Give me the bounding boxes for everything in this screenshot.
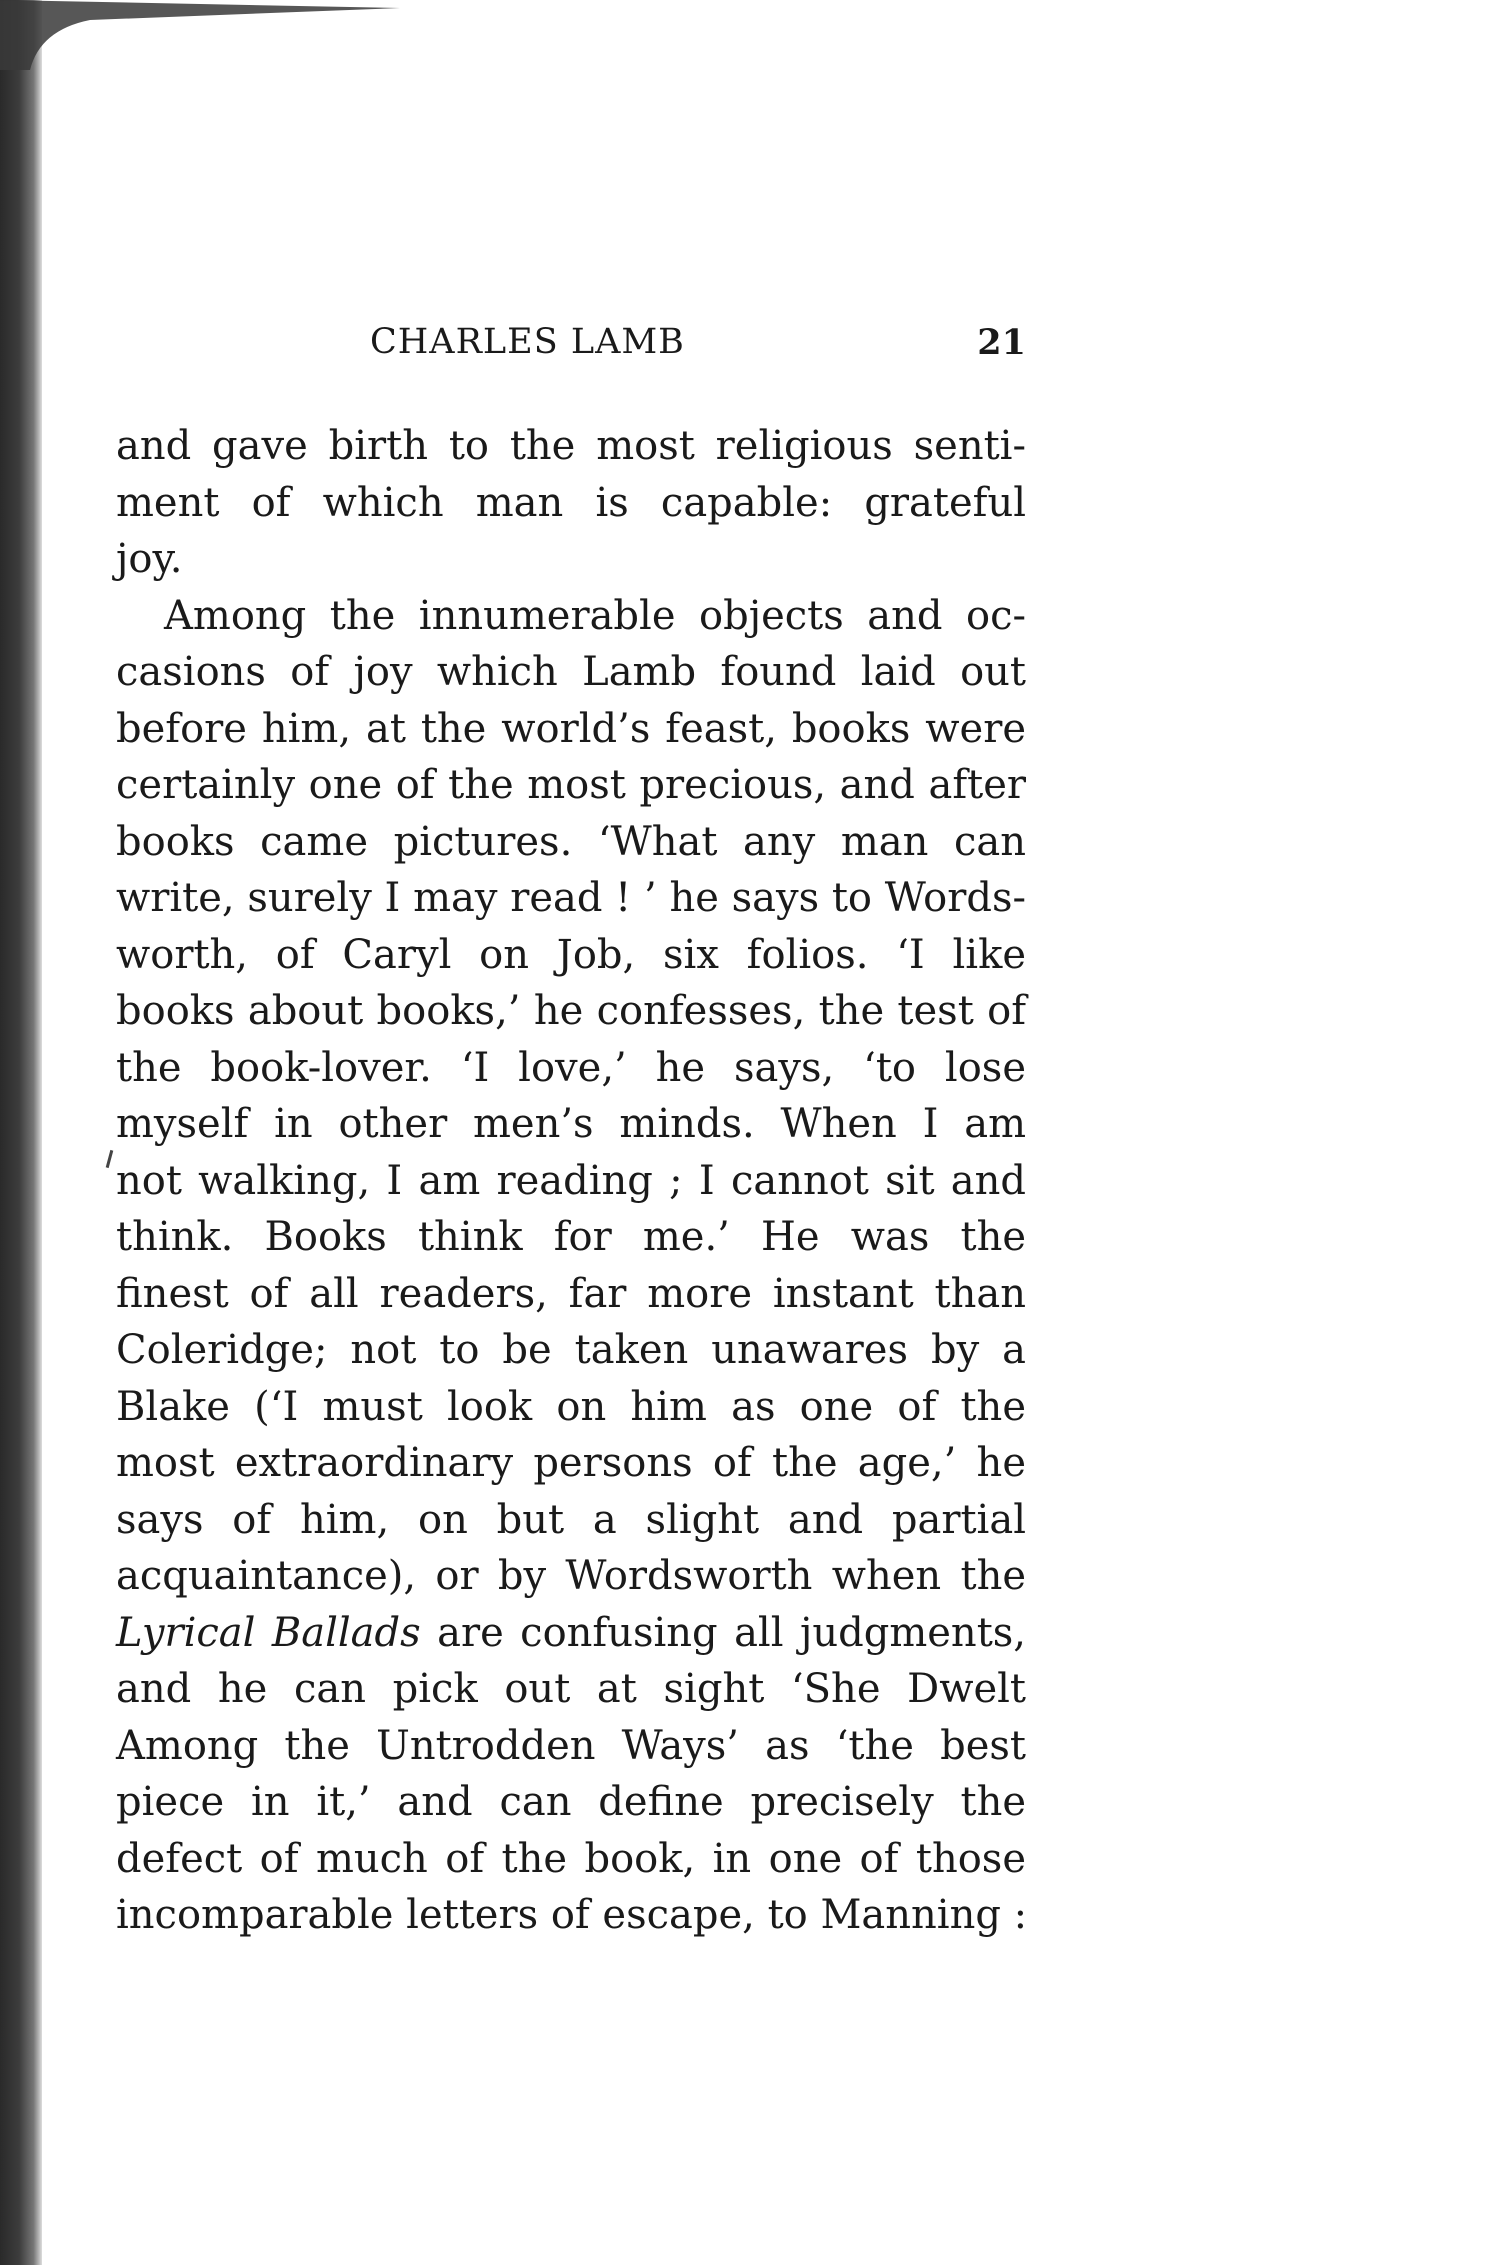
text-line: piece in it,’ and can define precisely the [116, 1779, 1026, 1825]
text-line: Blake (‘I must look on him as one of the [116, 1383, 1026, 1430]
text-line: most extraordinary persons of the age,’ he [116, 1440, 1026, 1486]
text-line: certainly one of the most precious, and after [116, 762, 1026, 808]
text-line: incomparable letters of escape, to Manning : [116, 1892, 1028, 1938]
text-line: and he can pick out at sight ‘She Dwelt [116, 1666, 1026, 1712]
text-line: says of him, on but a slight and partial [116, 1496, 1026, 1543]
text-line: worth, of Caryl on Job, six folios. ‘I like [116, 931, 1026, 978]
text-line [116, 1605, 1026, 1662]
text-line: think. Books think for me.’ He was the [116, 1214, 1026, 1260]
italic-title: Lyrical Ballads [116, 1609, 421, 1656]
corner-smudge-decoration [0, 0, 400, 70]
text-line: ment of which man is capable: grateful [116, 479, 1026, 526]
text-line: write, surely I may read ! ’ he says to Words- [116, 875, 1026, 921]
book-spine-shadow [0, 0, 42, 2265]
text-line-rest: are confusing all judgments, [437, 1609, 1027, 1656]
running-title: CHARLES LAMB [370, 322, 685, 362]
text-line: Among the Untrodden Ways’ as ‘the best [116, 1722, 1026, 1769]
text-line: before him, at the world’s feast, books were [116, 705, 1026, 752]
text-line: books came pictures. ‘What any man can [116, 818, 1026, 865]
text-line: not walking, I am reading ; I cannot sit and [116, 1157, 1026, 1204]
text-line: defect of much of the book, in one of those [116, 1835, 1026, 1882]
running-head [370, 322, 1026, 372]
text-line: Among the innumerable objects and oc- [164, 592, 1026, 639]
text-line: books about books,’ he confesses, the test of [116, 988, 1026, 1034]
text-line: joy. [116, 536, 183, 582]
text-line: myself in other men’s minds. When I am [116, 1101, 1026, 1147]
text-line: the book-lover. ‘I love,’ he says, ‘to lose [116, 1044, 1026, 1091]
text-line: and gave birth to the most religious senti- [116, 423, 1026, 469]
page-number: 21 [977, 322, 1026, 363]
body-text [116, 418, 1026, 1944]
text-line: finest of all readers, far more instant than [116, 1270, 1026, 1317]
text-line: Coleridge; not to be taken unawares by a [116, 1327, 1026, 1373]
text-line: acquaintance), or by Wordsworth when the [116, 1553, 1026, 1599]
ink-mark [106, 1150, 114, 1168]
text-line: casions of joy which Lamb found laid out [116, 649, 1026, 695]
